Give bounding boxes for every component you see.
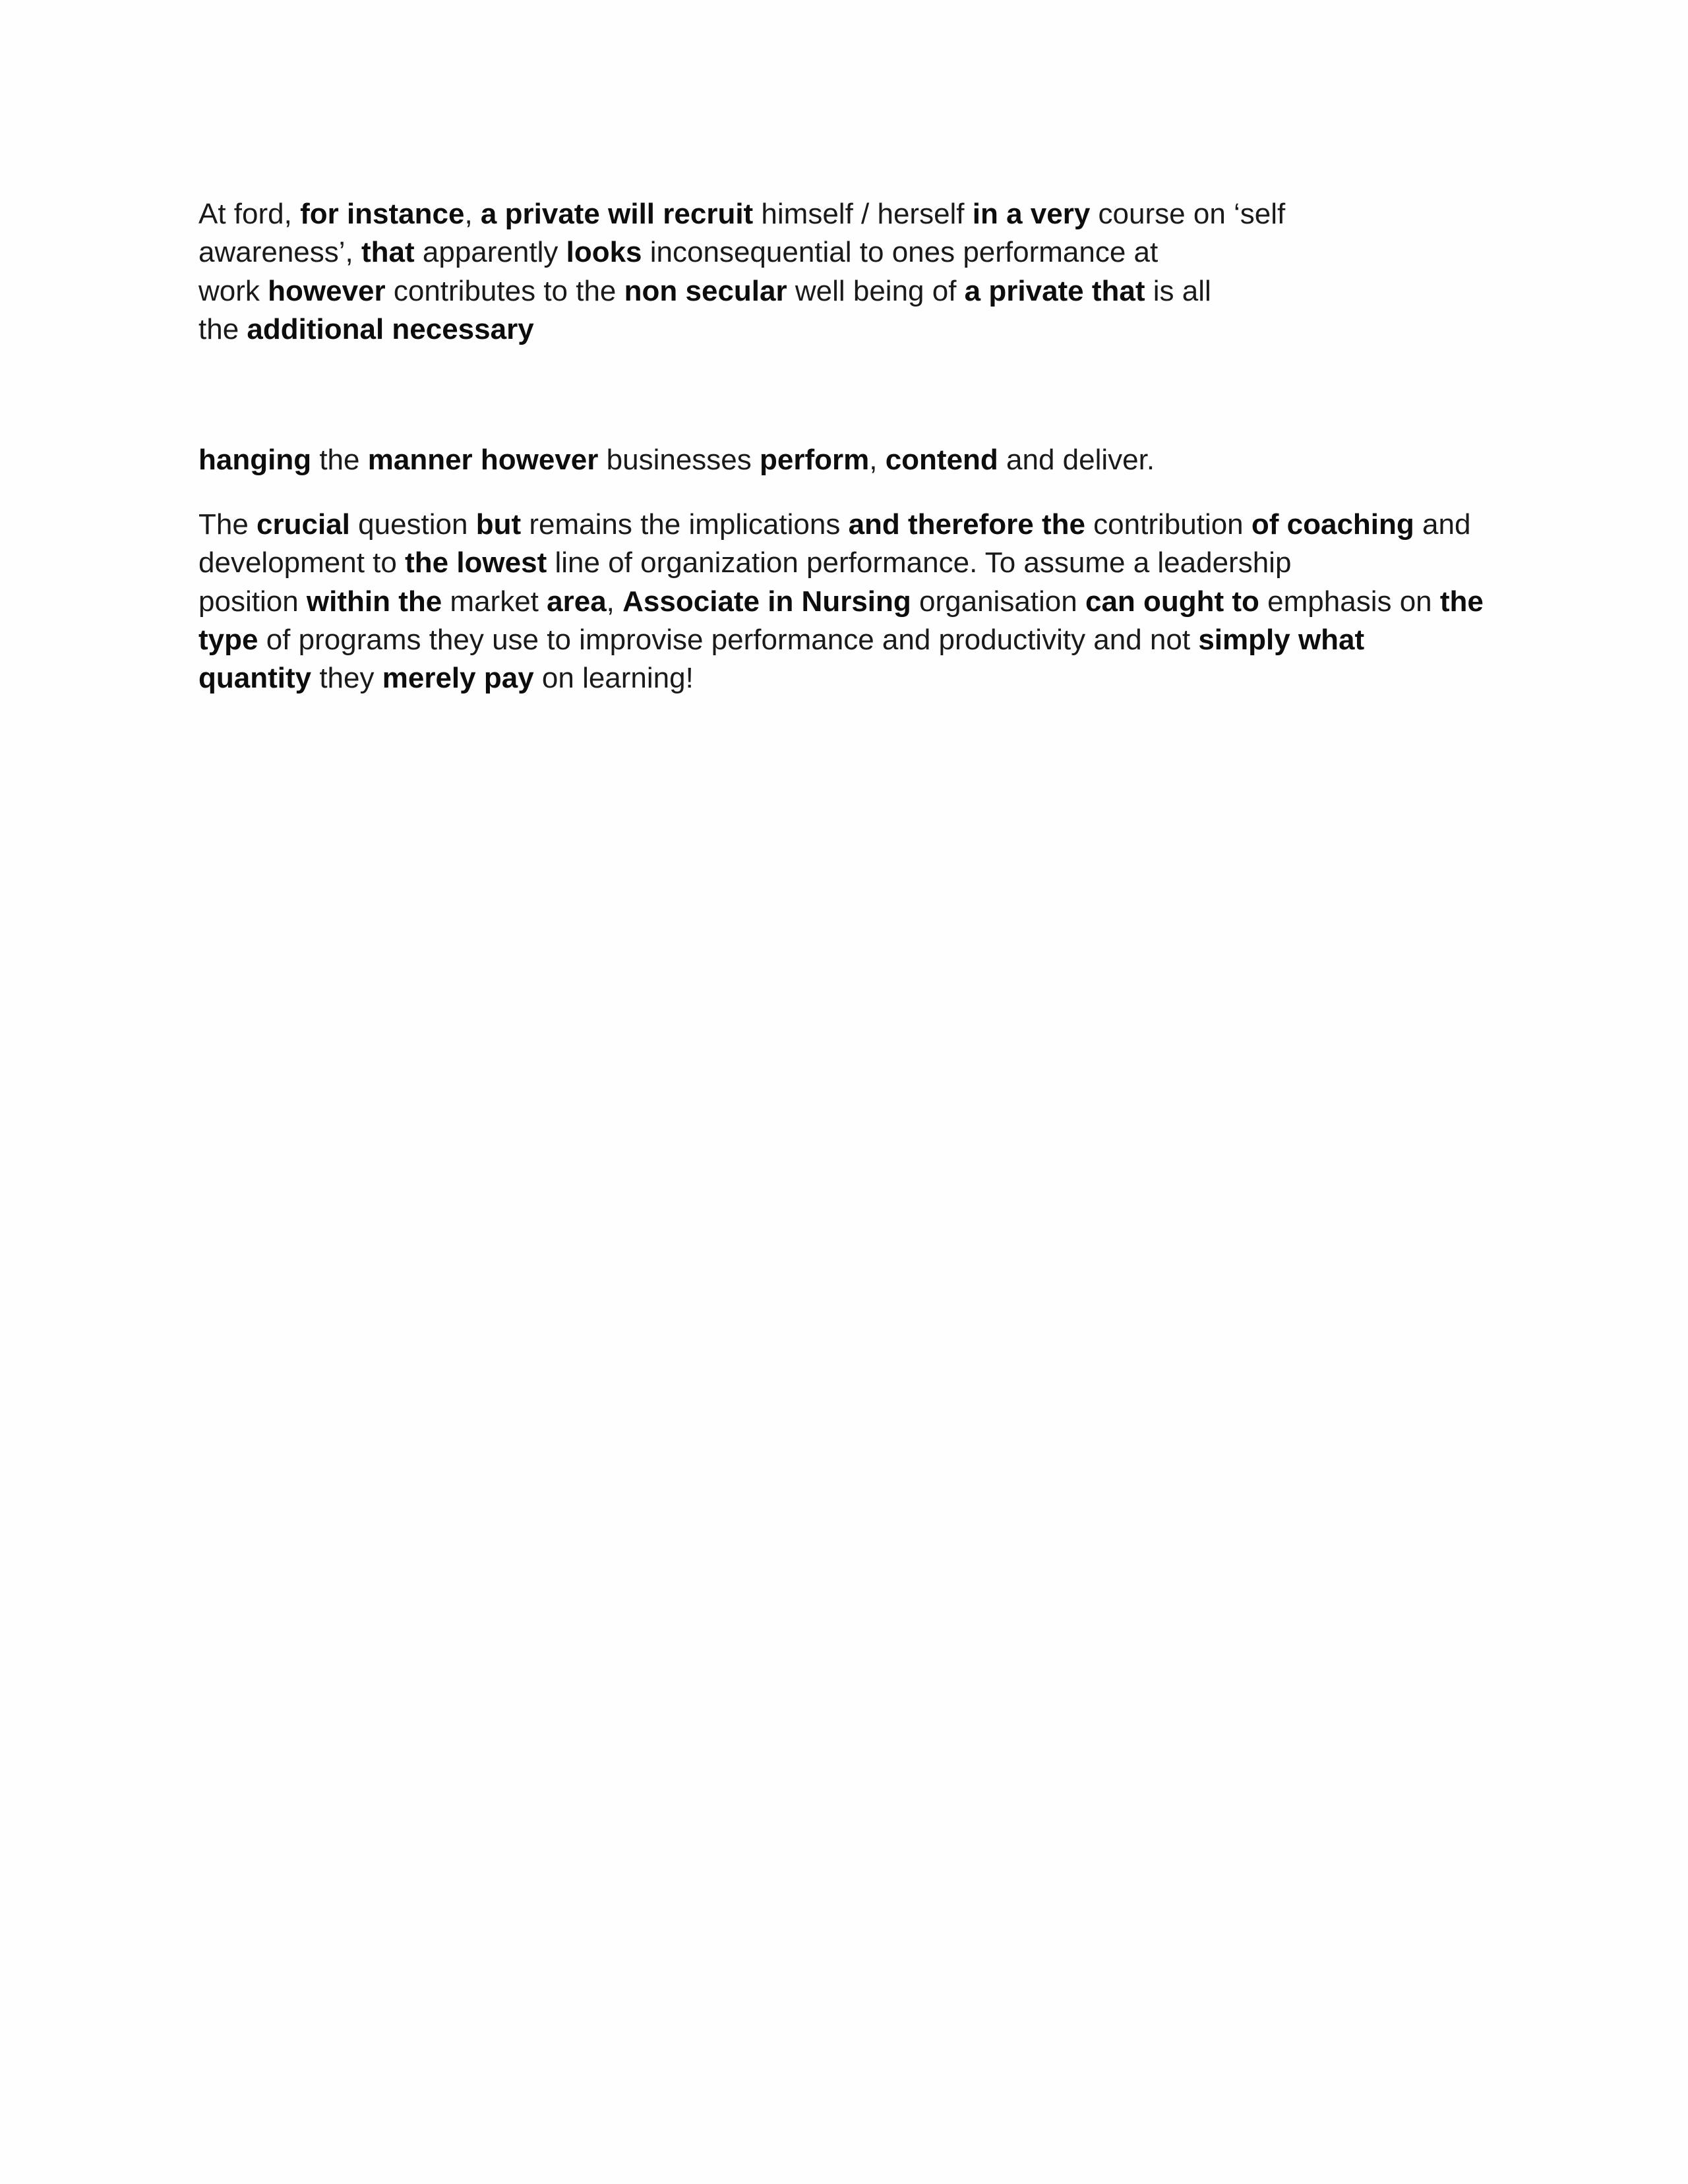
text-segment: they [311,662,382,695]
bold-text-segment: manner however [367,444,599,476]
bold-text-segment: Associate in Nursing [622,585,911,618]
text-line [198,506,1484,544]
text-segment: is all [1145,274,1211,307]
paragraph-changing-manner [198,441,1155,479]
text-segment: question [349,508,476,541]
text-segment: organisation [911,585,1085,618]
text-segment: work [198,274,268,307]
text-segment: The [198,508,257,541]
text-segment: businesses [598,444,760,476]
text-segment: awareness’, [198,236,362,269]
bold-text-segment: but [475,508,522,541]
text-segment: the [311,444,368,476]
text-segment: emphasis on [1259,585,1440,618]
text-line [198,659,1484,697]
text-segment: remains the implications [521,508,849,541]
text-segment: course on ‘self [1090,198,1286,230]
bold-text-segment: non secular [624,274,787,307]
bold-text-segment: crucial [256,508,350,541]
bold-text-segment: of coaching [1251,508,1414,541]
text-segment: apparently [414,236,566,269]
text-segment: contribution [1085,508,1251,541]
bold-text-segment: merely pay [382,662,534,695]
text-segment: well being of [787,274,965,307]
bold-text-segment: contend [885,444,998,476]
bold-text-segment: for instance [300,198,465,230]
text-segment: himself / herself [753,198,973,230]
text-line [198,272,1285,310]
text-segment: , [869,444,886,476]
text-segment: contributes to the [385,274,624,307]
text-line [198,621,1484,659]
bold-text-segment: a private will recruit [480,198,754,230]
paragraph-ford-example [198,195,1285,349]
text-segment: the [198,312,247,345]
text-segment: line of organization performance. To assume a leadership [547,546,1292,579]
bold-text-segment: hanging [198,444,312,476]
text-line [198,544,1484,582]
text-segment: market [442,585,547,618]
text-line [198,233,1285,272]
bold-text-segment: quantity [198,662,312,695]
bold-text-segment: however [268,274,386,307]
text-segment: At ford, [198,198,301,230]
bold-text-segment: the lowest [405,546,547,579]
bold-text-segment: area [547,585,607,618]
bold-text-segment: and therefore the [848,508,1085,541]
bold-text-segment: within the [306,585,442,618]
text-segment: , [464,198,481,230]
text-segment: position [198,585,307,618]
bold-text-segment: that [361,236,415,269]
bold-text-segment: looks [566,236,642,269]
text-segment: , [606,585,623,618]
text-segment: of programs they use to improvise performance and productivity and not [258,623,1199,656]
paragraph-crucial-question [198,506,1484,697]
bold-text-segment: in a very [972,198,1091,230]
bold-text-segment: perform [759,444,870,476]
bold-text-segment: the [1439,585,1484,618]
text-segment: on learning! [533,662,694,695]
bold-text-segment: can ought to [1085,585,1259,618]
text-segment: development to [198,546,406,579]
bold-text-segment: simply what [1198,623,1365,656]
bold-text-segment: a private that [964,274,1145,307]
text-line [198,310,1285,349]
text-line [198,195,1285,233]
text-segment: and deliver. [998,444,1155,476]
text-line [198,583,1484,621]
bold-text-segment: type [198,623,258,656]
text-line [198,441,1155,479]
text-segment: inconsequential to ones performance at [642,236,1159,269]
bold-text-segment: additional necessary [247,312,534,345]
text-segment: and [1414,508,1471,541]
